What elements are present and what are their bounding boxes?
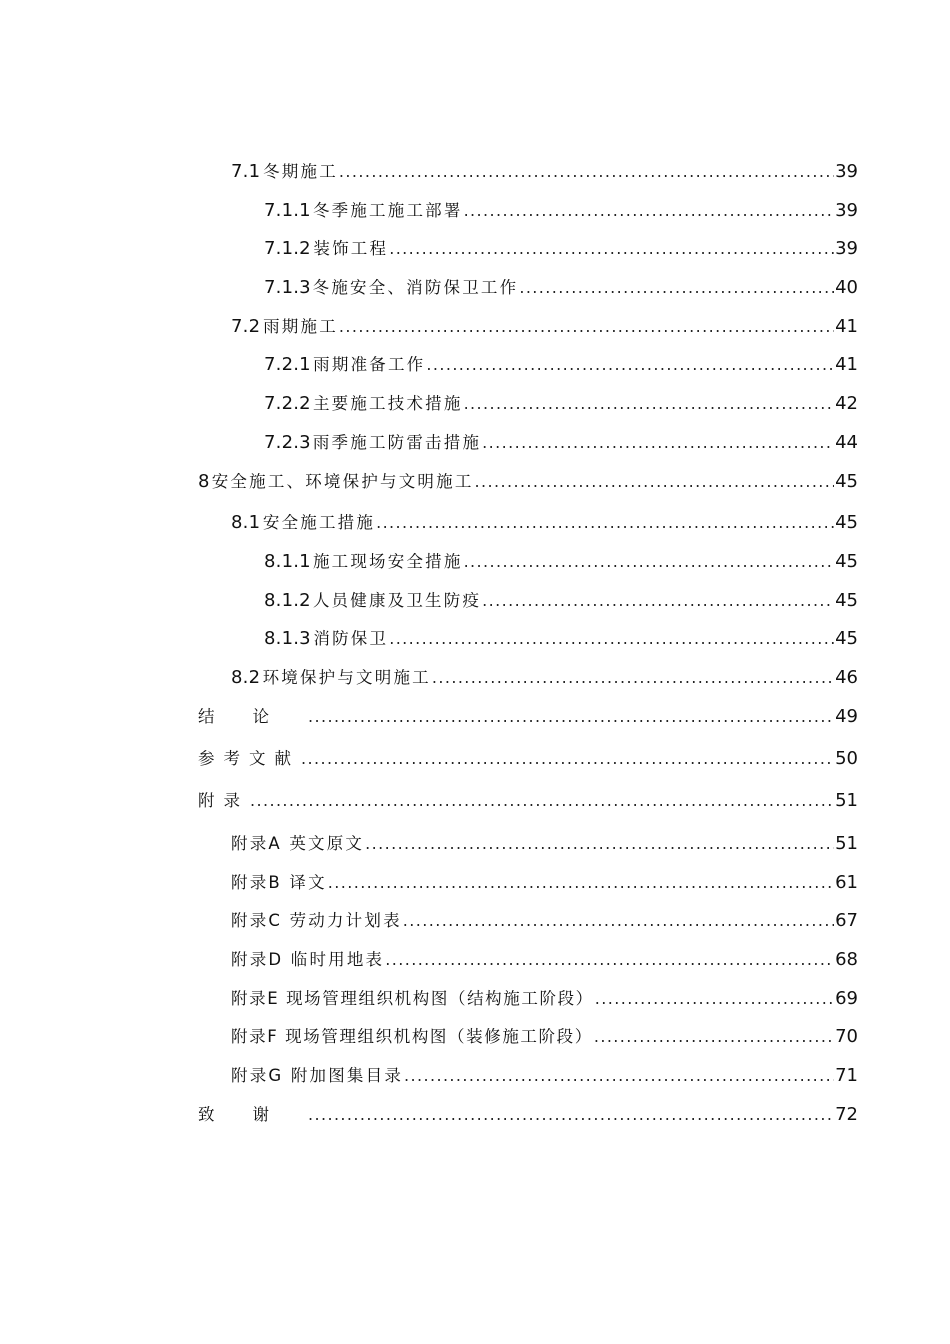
toc-dot-leader: [376, 512, 834, 534]
toc-entry[interactable]: [231, 1061, 858, 1087]
toc-entry-title: 附录G 附加图集目录: [231, 1066, 404, 1085]
toc-entry[interactable]: [231, 508, 858, 534]
toc-entry[interactable]: [198, 1100, 858, 1126]
toc-entry-title: 附录A 英文原文: [231, 834, 365, 853]
toc-entry-number: 8: [198, 471, 210, 492]
toc-entry-title: 安全施工措施: [262, 513, 376, 532]
toc-entry-page: 40: [835, 277, 858, 298]
toc-entry-number: 8.1: [231, 512, 261, 533]
toc-dot-leader: [308, 706, 834, 728]
toc-entry-title: 致谢: [198, 1105, 307, 1124]
toc-entry-title: 雨期施工: [263, 317, 338, 336]
toc-dot-leader: [403, 910, 834, 932]
toc-entry-title: 冬施安全、消防保卫工作: [312, 278, 519, 297]
toc-dot-leader: [301, 748, 834, 770]
toc-entry-page: 39: [835, 200, 858, 221]
toc-dot-leader: [250, 790, 834, 812]
toc-entry-page: 39: [835, 238, 858, 259]
toc-entry[interactable]: [198, 786, 858, 812]
toc-entry-title: 施工现场安全措施: [312, 552, 463, 571]
toc-entry[interactable]: [231, 829, 858, 855]
toc-entry[interactable]: [198, 467, 858, 493]
toc-dot-leader: [464, 200, 835, 222]
toc-dot-leader: [308, 1104, 834, 1126]
toc-entry-page: 45: [835, 590, 858, 611]
toc-entry-title: 消防保卫: [313, 629, 389, 648]
toc-dot-leader: [404, 1065, 834, 1087]
toc-entry-number: 7.1.3: [264, 277, 311, 298]
toc-entry-title: 参考文献: [198, 749, 300, 768]
toc-entry-title: 附录D 临时用地表: [231, 950, 385, 969]
toc-entry-page: 42: [835, 393, 858, 414]
toc-entry-page: 68: [835, 949, 858, 970]
toc-entry-page: 44: [835, 432, 858, 453]
toc-dot-leader: [464, 393, 835, 415]
toc-dot-leader: [519, 277, 834, 299]
toc-entry-page: 45: [835, 512, 858, 533]
toc-entry-page: 46: [835, 667, 858, 688]
toc-entry[interactable]: [264, 389, 858, 415]
toc-entry-number: 7.2.3: [264, 432, 311, 453]
toc-dot-leader: [389, 628, 834, 650]
toc-entry-page: 45: [835, 628, 858, 649]
toc-entry-page: 72: [835, 1104, 858, 1125]
toc-entry-page: 49: [835, 706, 858, 727]
toc-entry[interactable]: [264, 196, 858, 222]
toc-entry[interactable]: [264, 586, 858, 612]
toc-dot-leader: [475, 471, 835, 493]
toc-entry-page: 51: [835, 833, 858, 854]
toc-dot-leader: [385, 949, 834, 971]
toc-entry[interactable]: [198, 744, 858, 770]
toc-entry[interactable]: [264, 624, 858, 650]
toc-entry[interactable]: [231, 868, 858, 894]
toc-dot-leader: [594, 1026, 834, 1048]
toc-entry-number: 7.2.1: [264, 354, 311, 375]
toc-dot-leader: [464, 551, 835, 573]
toc-entry-page: 50: [835, 748, 858, 769]
toc-entry[interactable]: [231, 1022, 858, 1048]
toc-entry-number: 7.2: [231, 316, 261, 337]
toc-entry[interactable]: [264, 234, 858, 260]
toc-entry-title: 装饰工程: [313, 239, 389, 258]
toc-dot-leader: [482, 590, 834, 612]
toc-entry-page: 41: [835, 316, 858, 337]
toc-entry-title: 主要施工技术措施: [312, 394, 463, 413]
toc-entry-title: 冬期施工: [263, 162, 338, 181]
toc-dot-leader: [365, 833, 834, 855]
toc-entry[interactable]: [231, 157, 858, 183]
toc-entry-page: 71: [835, 1065, 858, 1086]
toc-entry-page: 61: [835, 872, 858, 893]
toc-entry-number: 8.2: [231, 667, 261, 688]
toc-entry-number: 8.1.2: [264, 590, 311, 611]
toc-entry-title: 附录F 现场管理组织机构图（装修施工阶段）: [231, 1027, 593, 1046]
toc-entry[interactable]: [231, 906, 858, 932]
toc-entry-title: 附录B 译文: [231, 873, 327, 892]
toc-entry-title: 冬季施工施工部署: [312, 201, 463, 220]
toc-entry-number: 7.1: [231, 161, 261, 182]
toc-entry[interactable]: [231, 984, 858, 1010]
toc-dot-leader: [426, 354, 834, 376]
toc-entry[interactable]: [198, 702, 858, 728]
toc-entry-title: 雨季施工防雷击措施: [312, 433, 482, 452]
toc-entry[interactable]: [231, 312, 858, 338]
toc-entry-title: 附录: [198, 791, 249, 810]
toc-entry-page: 45: [835, 551, 858, 572]
toc-entry-page: 69: [835, 988, 858, 1009]
toc-entry-title: 结论: [198, 707, 307, 726]
toc-entry-title: 附录C 劳动力计划表: [231, 911, 402, 930]
toc-dot-leader: [595, 988, 834, 1010]
toc-entry-number: 7.1.2: [264, 238, 311, 259]
toc-entry-title: 附录E 现场管理组织机构图（结构施工阶段）: [231, 989, 594, 1008]
toc-entry-page: 39: [835, 161, 858, 182]
toc-entry-page: 41: [835, 354, 858, 375]
toc-entry[interactable]: [231, 663, 858, 689]
toc-dot-leader: [328, 872, 834, 894]
toc-entry[interactable]: [264, 273, 858, 299]
toc-entry[interactable]: [231, 945, 858, 971]
toc-entry-page: 45: [835, 471, 858, 492]
toc-entry-number: 7.1.1: [264, 200, 311, 221]
toc-dot-leader: [389, 238, 834, 260]
toc-entry-title: 环境保护与文明施工: [262, 668, 431, 687]
toc-entry-number: 7.2.2: [264, 393, 311, 414]
toc-entry-page: 51: [835, 790, 858, 811]
toc-dot-leader: [339, 316, 834, 338]
toc-entry[interactable]: [264, 547, 858, 573]
toc-entry-title: 人员健康及卫生防疫: [312, 591, 482, 610]
toc-entry[interactable]: [264, 350, 858, 376]
toc-dot-leader: [339, 161, 834, 183]
toc-entry[interactable]: [264, 428, 858, 454]
toc-entry-title: 雨期准备工作: [313, 355, 426, 374]
toc-entry-page: 67: [835, 910, 858, 931]
toc-entry-number: 8.1.1: [264, 551, 311, 572]
toc-entry-title: 安全施工、环境保护与文明施工: [211, 472, 474, 491]
toc-entry-page: 70: [835, 1026, 858, 1047]
toc-dot-leader: [482, 432, 834, 454]
toc-dot-leader: [432, 667, 834, 689]
toc-entry-number: 8.1.3: [264, 628, 311, 649]
